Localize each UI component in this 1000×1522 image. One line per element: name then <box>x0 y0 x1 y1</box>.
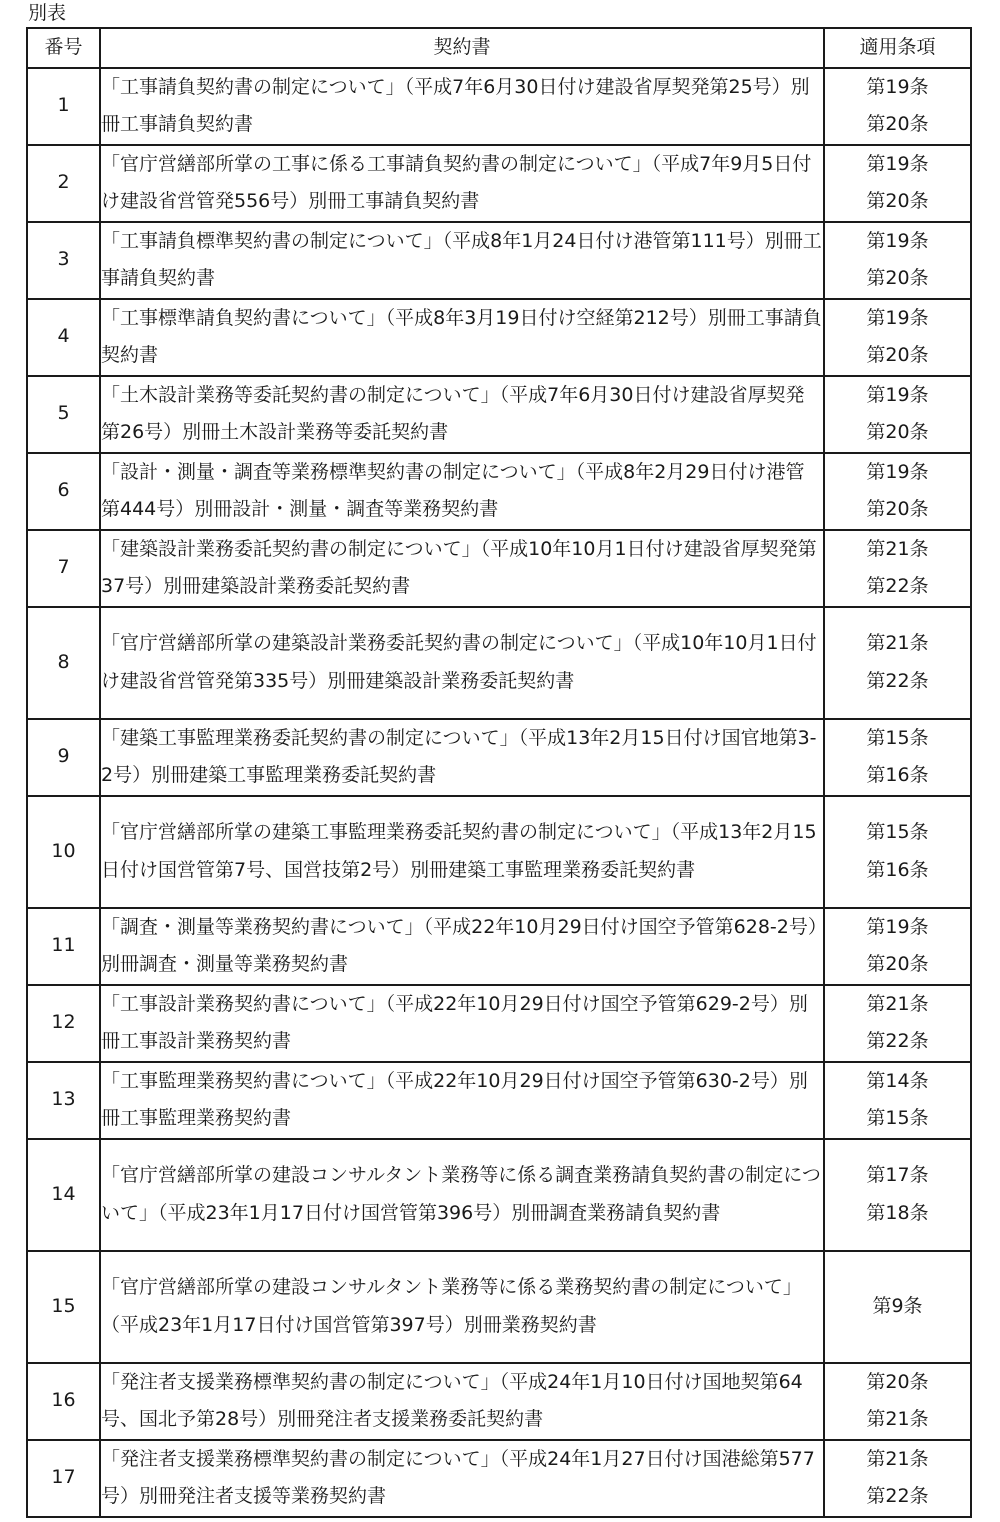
article: 第19条 <box>866 460 929 483</box>
table-caption: 別表 <box>28 2 67 24</box>
article: 第19条 <box>866 229 929 252</box>
article: 第20条 <box>866 267 929 289</box>
header-number: 番号 <box>27 28 100 68</box>
table-row <box>27 1062 971 1139</box>
articles-cell <box>824 145 971 222</box>
articles-cell <box>824 1363 971 1440</box>
contract-name: 「工事設計業務契約書について」（平成22年10月29日付け国空予管第629-2号）別冊工事設計業務契約書 <box>100 985 824 1062</box>
contract-name: 「官庁営繕部所掌の建設コンサルタント業務等に係る調査業務請負契約書の制定について」（平成23年1月17日付け国営管第396号）別冊調査業務請負契約書 <box>100 1139 824 1251</box>
contract-name: 「官庁営繕部所掌の工事に係る工事請負契約書の制定について」（平成7年9月5日付け建設省営管発556号）別冊工事請負契約書 <box>100 145 824 222</box>
articles-cell <box>824 719 971 796</box>
articles-cell <box>824 1139 971 1251</box>
header-row <box>27 28 971 68</box>
article: 第18条 <box>866 1201 929 1224</box>
contract-table <box>26 27 972 1518</box>
article: 第21条 <box>866 992 929 1015</box>
contract-name: 「官庁営繕部所掌の建設コンサルタント業務等に係る業務契約書の制定について」（平成23年1月17日付け国営管第397号）別冊業務契約書 <box>100 1251 824 1363</box>
article: 第15条 <box>866 1107 929 1129</box>
row-number: 7 <box>27 530 100 607</box>
contract-name: 「設計・測量・調査等業務標準契約書の制定について」（平成8年2月29日付け港管第444号）別冊設計・測量・調査等業務契約書 <box>100 453 824 530</box>
article: 第20条 <box>866 344 929 366</box>
article: 第22条 <box>866 669 929 692</box>
contract-name: 「工事請負標準契約書の制定について」（平成8年1月24日付け港管第111号）別冊工事請負契約書 <box>100 222 824 299</box>
articles-cell <box>824 607 971 719</box>
article: 第19条 <box>866 383 929 406</box>
contract-name: 「工事標準請負契約書について」（平成8年3月19日付け空経第212号）別冊工事請負契約書 <box>100 299 824 376</box>
article: 第16条 <box>866 764 929 786</box>
row-number: 11 <box>27 908 100 985</box>
article: 第20条 <box>866 190 929 212</box>
articles-cell <box>824 908 971 985</box>
articles-cell <box>824 1440 971 1517</box>
article: 第20条 <box>866 113 929 135</box>
row-number: 3 <box>27 222 100 299</box>
table-row <box>27 145 971 222</box>
row-number: 8 <box>27 607 100 719</box>
row-number: 2 <box>27 145 100 222</box>
contract-name: 「官庁営繕部所掌の建築設計業務委託契約書の制定について」（平成10年10月1日付け建設省営管発第335号）別冊建築設計業務委託契約書 <box>100 607 824 719</box>
row-number: 6 <box>27 453 100 530</box>
table-row <box>27 719 971 796</box>
article: 第20条 <box>866 421 929 443</box>
contract-name: 「工事請負契約書の制定について」（平成7年6月30日付け建設省厚契発第25号）別冊工事請負契約書 <box>100 68 824 145</box>
article: 第22条 <box>866 1030 929 1052</box>
contract-name: 「工事監理業務契約書について」（平成22年10月29日付け国空予管第630-2号）別冊工事監理業務契約書 <box>100 1062 824 1139</box>
articles-cell <box>824 530 971 607</box>
article: 第20条 <box>866 953 929 975</box>
table-row <box>27 1139 971 1251</box>
contract-name: 「発注者支援業務標準契約書の制定について」（平成24年1月27日付け国港総第577号）別冊発注者支援等業務契約書 <box>100 1440 824 1517</box>
contract-name: 「建築工事監理業務委託契約書の制定について」（平成13年2月15日付け国官地第3-2号）別冊建築工事監理業務委託契約書 <box>100 719 824 796</box>
articles-cell <box>824 1062 971 1139</box>
article: 第17条 <box>866 1164 929 1186</box>
articles-cell <box>824 1251 971 1363</box>
row-number: 9 <box>27 719 100 796</box>
table-row <box>27 376 971 453</box>
header-contract: 契約書 <box>100 28 824 68</box>
article: 第19条 <box>866 306 929 329</box>
contract-name: 「発注者支援業務標準契約書の制定について」（平成24年1月10日付け国地契第64号、国北予第28号）別冊発注者支援業務委託契約書 <box>100 1363 824 1440</box>
row-number: 1 <box>27 68 100 145</box>
contract-name: 「調査・測量等業務契約書について」（平成22年10月29日付け国空予管第628-2号）別冊調査・測量等業務契約書 <box>100 908 824 985</box>
table-row <box>27 453 971 530</box>
table-row <box>27 1440 971 1517</box>
article: 第15条 <box>866 726 929 749</box>
article: 第21条 <box>866 632 929 654</box>
row-number: 4 <box>27 299 100 376</box>
articles-cell <box>824 299 971 376</box>
article: 第19条 <box>866 915 929 938</box>
table-row <box>27 530 971 607</box>
articles-cell <box>824 453 971 530</box>
table-row <box>27 1363 971 1440</box>
article: 第20条 <box>866 498 929 520</box>
row-number: 10 <box>27 796 100 908</box>
article: 第15条 <box>866 821 929 843</box>
article: 第20条 <box>866 1370 929 1393</box>
table-row <box>27 68 971 145</box>
row-number: 14 <box>27 1139 100 1251</box>
article: 第14条 <box>866 1069 929 1092</box>
article: 第21条 <box>866 1408 929 1430</box>
table-row <box>27 299 971 376</box>
articles-cell <box>824 68 971 145</box>
row-number: 17 <box>27 1440 100 1517</box>
articles-cell <box>824 985 971 1062</box>
table-row <box>27 607 971 719</box>
row-number: 13 <box>27 1062 100 1139</box>
article: 第21条 <box>866 537 929 560</box>
articles-cell <box>824 222 971 299</box>
row-number: 12 <box>27 985 100 1062</box>
article: 第21条 <box>866 1447 929 1470</box>
contract-name: 「官庁営繕部所掌の建築工事監理業務委託契約書の制定について」（平成13年2月15日付け国営管第7号、国営技第2号）別冊建築工事監理業務委託契約書 <box>100 796 824 908</box>
article: 第16条 <box>866 858 929 881</box>
article: 第22条 <box>866 1485 929 1507</box>
table-row <box>27 1251 971 1363</box>
contract-name: 「土木設計業務等委託契約書の制定について」（平成7年6月30日付け建設省厚契発第26号）別冊土木設計業務等委託契約書 <box>100 376 824 453</box>
article: 第22条 <box>866 575 929 597</box>
row-number: 5 <box>27 376 100 453</box>
article: 第19条 <box>866 75 929 98</box>
table-row <box>27 908 971 985</box>
article: 第19条 <box>866 152 929 175</box>
table-row <box>27 985 971 1062</box>
header-articles: 適用条項 <box>824 28 971 68</box>
row-number: 16 <box>27 1363 100 1440</box>
contract-name: 「建築設計業務委託契約書の制定について」（平成10年10月1日付け建設省厚契発第37号）別冊建築設計業務委託契約書 <box>100 530 824 607</box>
articles-cell <box>824 796 971 908</box>
articles-cell <box>824 376 971 453</box>
table-row <box>27 222 971 299</box>
table-row <box>27 796 971 908</box>
row-number: 15 <box>27 1251 100 1363</box>
article: 第9条 <box>872 1294 923 1317</box>
